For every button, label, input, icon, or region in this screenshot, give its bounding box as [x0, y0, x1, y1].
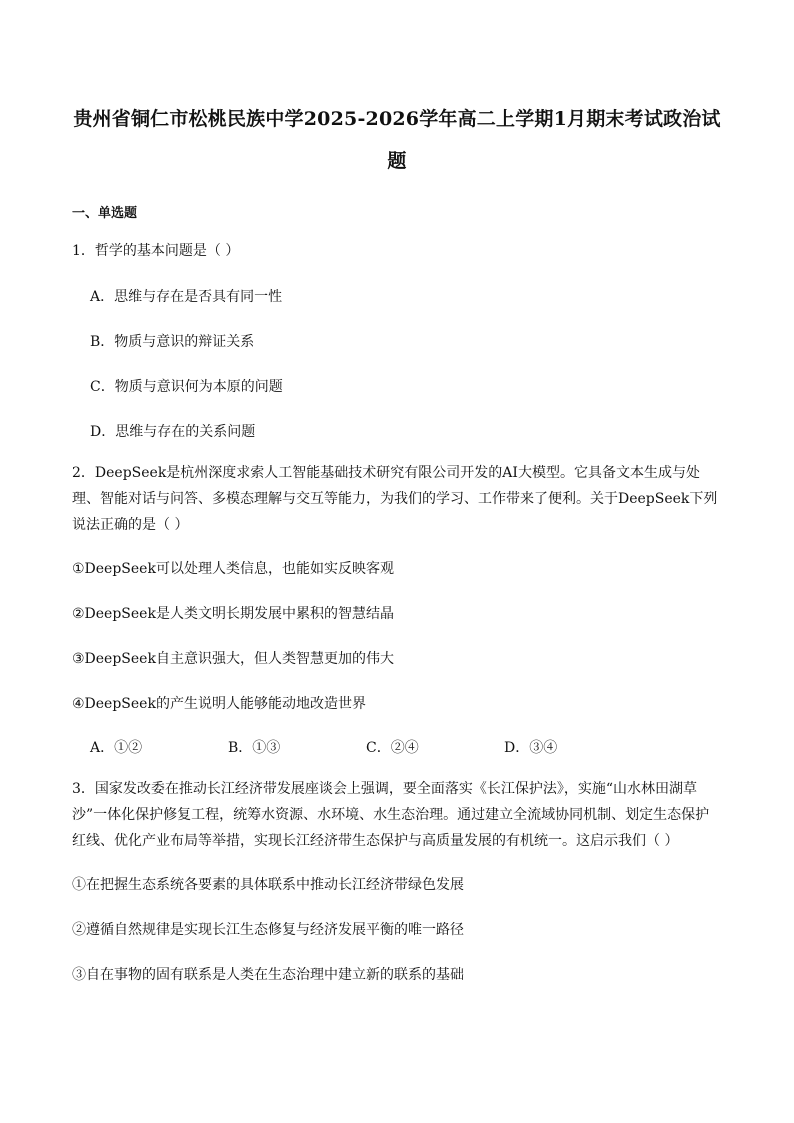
question-3-statement-2: ②遵循自然规律是实现长江生态修复与经济发展平衡的唯一路径	[72, 922, 464, 938]
question-2-choice-b: B．①③	[228, 740, 281, 756]
question-1-option-b: B．物质与意识的辩证关系	[90, 334, 255, 350]
question-2-choice-d: D．③④	[504, 740, 558, 756]
question-3-stem: 3．国家发改委在推动长江经济带发展座谈会上强调，要全面落实《长江保护法》，实施“山水林田湖草沙”一体化保护修复工程，统筹水资源、水环境、水生态治理。通过建立全流域协同机制、划定生态保护红线、优化产业布局等举措，实现长江经济带生态保护与高质量发展的有机统一。这启示我们（ ）	[72, 781, 710, 849]
question-2-choice-c: C．②④	[366, 740, 419, 756]
question-2-choice-a: A．①②	[90, 740, 143, 756]
question-2-choices	[72, 738, 722, 758]
question-2-stem: 2．DeepSeek是杭州深度求索人工智能基础技术研究有限公司开发的AI大模型。它具备文本生成与处理、智能对话与问答、多模态理解与交互等能力，为我们的学习、工作带来了便利。关于DeepSeek下列说法正确的是（ ）	[72, 465, 718, 533]
question-3-statement-1: ①在把握生态系统各要素的具体联系中推动长江经济带绿色发展	[72, 877, 464, 893]
question-2-statement-4: ④DeepSeek的产生说明人能够能动地改造世界	[72, 696, 366, 712]
question-2-statement-3: ③DeepSeek自主意识强大，但人类智慧更加的伟大	[72, 651, 394, 667]
question-1-option-a: A．思维与存在是否具有同一性	[90, 289, 283, 305]
question-3-statement-3: ③自在事物的固有联系是人类在生态治理中建立新的联系的基础	[72, 967, 464, 983]
question-1-stem: 1．哲学的基本问题是（ ）	[72, 243, 240, 259]
question-1-option-d: D．思维与存在的关系问题	[90, 424, 256, 440]
section-heading: 一、单选题	[72, 206, 138, 221]
page-title: 贵州省铜仁市松桃民族中学2025-2026学年高二上学期1月期末考试政治试题	[73, 108, 721, 172]
question-2-statement-1: ①DeepSeek可以处理人类信息，也能如实反映客观	[72, 561, 394, 577]
question-1-option-c: C．物质与意识何为本原的问题	[90, 379, 283, 395]
question-2-statement-2: ②DeepSeek是人类文明长期发展中累积的智慧结晶	[72, 606, 394, 622]
